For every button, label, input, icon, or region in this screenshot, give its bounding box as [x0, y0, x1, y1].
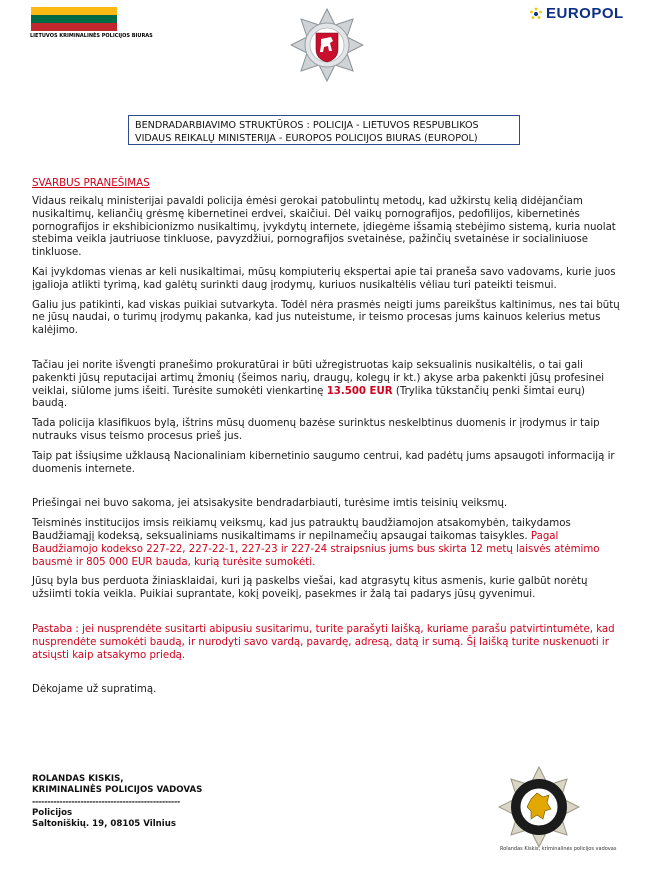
paragraph-8-text: Teisminės institucijos imsis reikiamų veiksmų, kad jus patrauktų baudžiamojon atsakomybėn, taikydamos Baudžiamąjį kodeksą, seksualiniams nusikaltimams ir nepilnamečių apsaugai taikomas taisykles. — [32, 518, 571, 542]
cooperation-line-1: BENDRADARBIAVIMO STRUKTŪROS : POLICIJA - LIETUVOS RESPUBLIKOS — [135, 120, 479, 131]
paragraph-9: Jūsų byla bus perduota žiniasklaidai, kuri ją paskelbs viešai, kad atgrasytų kitus asmenis, kurie galbūt norėtų užsiimti tokia veikla. Puikiai suprantate, kokį poveikį, pasekmes ir žalą tai padarys jūsų gyvenimui. — [32, 576, 588, 601]
paragraph-8 — [32, 518, 620, 569]
flag-stripe-red — [31, 23, 117, 31]
flag-caption: LIETUVOS KRIMINALINĖS POLICIJOS BIURAS — [30, 33, 153, 39]
paragraph-5: Tada policija klasifikuos bylą, ištrins mūsų duomenų bazėse surinktus neskelbtinus duomenis ir įrodymus ir taip nutrauks visus teismo procesus prieš jus. — [32, 418, 600, 442]
police-star-crest-icon — [290, 8, 364, 82]
cooperation-structures-box — [128, 115, 520, 145]
cooperation-line-2: VIDAUS REIKALŲ MINISTERIJA - EUROPOS POLICIJOS BIURAS (EUROPOL) — [135, 132, 478, 144]
paragraph-1: Vidaus reikalų ministerijai pavaldi policija ėmėsi gerokai patobulintų metodų, kad užkirstų kelią didėjančiam nusikaltimų, keliančių grėsmę kibernetinei erdvei, skaičiui. Dėl vaikų pornografijos, pedofilijos, kibernetinės pornografijos ir ekshibicionizmo nusikaltimų, įvykdytų internete, įdiegėme išsamią stebėjimo sistemą, kuria nuolat stebima veikla jautriuose tinkluose, pavyzdžiui, pornografijos svetainėse, pažinčių svetainėse ir socialiniuose tinkluose. — [32, 196, 616, 259]
europol-stars-icon — [528, 6, 544, 22]
europol-logo-text: EUROPOL — [546, 5, 624, 22]
signer-title: KRIMINALINĖS POLICIJOS VADOVAS — [32, 785, 203, 795]
note-paragraph: Pastaba : jei nusprendėte susitarti abipusiu susitarimu, turite parašyti laišką, kuriame parašu patvirtintumėte, kad nusprendėte sumokėti baudą, ir nurodyti savo vardą, pavardę, adresą, datą ir sumą. Šį laišką turite nuskenuoti ir atsiųsti kaip atsakymo priedą. — [32, 623, 615, 661]
paragraph-7: Priešingai nei buvo sakoma, jei atsisakysite bendradarbiauti, turėsime imtis teisinių veiksmų. — [32, 498, 508, 510]
notice-body — [32, 196, 620, 704]
lithuanian-flag — [31, 7, 117, 31]
paragraph-3: Galiu jus patikinti, kad viskas puikiai sutvarkyta. Todėl nėra prasmės neigti jums pareikštus kaltinimus, nes tai būtų ne jūsų naudai, o turimų įrodymų pakanka, kad jus nuteistume, ir teismo procesas jums kainuos kelerius metus kalėjimo. — [32, 299, 620, 337]
seal-caption: Rolandas Kiskis, kriminalinės policijos vadovas — [500, 846, 617, 852]
europol-logo — [528, 5, 624, 22]
paragraph-6: Taip pat išsiųsime užklausą Nacionaliniam kibernetinio saugumo centrui, kad padėtų jums apsaugoti informaciją ir duomenis internete. — [32, 450, 615, 475]
criminal-police-seal-icon — [498, 766, 580, 848]
paragraph-4-text: Tačiau jei norite išvengti pranešimo prokuratūrai ir būti užregistruotas kaip seksualinis nusikaltėlis, o tai gali pakenkti jūsų reputacijai artimų žmonių (šeimos narių, draugų, kolegų ir kt.) akyse arba pakenkti jūsų profesinei veiklai, siūlome jums išeiti. Turėsite sumokėti vienkartinę — [32, 359, 605, 397]
signature-divider: ------------------------------------------------- — [32, 797, 180, 806]
thanks-paragraph: Dėkojame už supratimą. — [32, 684, 157, 696]
paragraph-4 — [32, 360, 620, 411]
address-org: Policijos — [32, 808, 73, 818]
paragraph-2: Kai įvykdomas vienas ar keli nusikaltimai, mūsų kompiuterių ekspertai apie tai praneša savo vadovams, kurie juos įgalioja atlikti tyrimą, kad galėtų surinkti daug įrodymų, kuriuos nusikaltėlis vėliau turi pateikti teismui. — [32, 266, 616, 291]
signer-name: ROLANDAS KISKIS, — [32, 774, 124, 784]
flag-stripe-yellow — [31, 7, 117, 15]
address-block — [32, 808, 176, 830]
fine-amount: 13.500 EUR — [326, 385, 393, 397]
paragraph-4-text-end: (Trylika tūkstančių penki šimtai eurų) baudą. — [32, 385, 586, 410]
notice-heading: SVARBUS PRANEŠIMAS — [32, 177, 150, 189]
flag-stripe-green — [31, 15, 117, 23]
address-street: Saltoniškių. 19, 08105 Vilnius — [32, 819, 176, 829]
paragraph-8-penalty: Pagal Baudžiamojo kodekso 227-22, 227-22-1, 227-23 ir 227-24 straipsnius jums bus skirta 12 metų laisvės atėmimo bausmė ir 805 000 EUR bauda, kurią turėsite sumokėti. — [32, 530, 600, 568]
signer-block — [32, 774, 202, 796]
